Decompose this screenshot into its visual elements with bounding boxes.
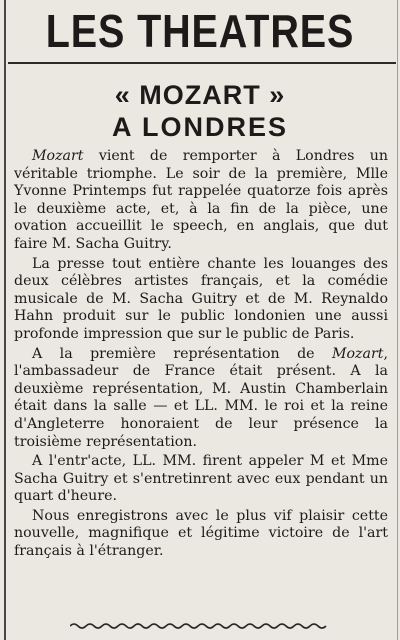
left-column-rule — [4, 0, 6, 640]
headline-line-1: « MOZART » — [114, 80, 286, 110]
article-paragraph-2 — [14, 256, 388, 344]
paragraph-text: vient de remporter à Londres un véritable triomphe. Le soir de la première, Mlle Yvonne Printemps fut rappelée quatorze fois après le deuxième acte, et, à la fin de la pièce, une ovation accueillit le speech, en anglais, que dut faire M. Sacha Guitry. — [14, 148, 388, 252]
article-body — [14, 148, 388, 563]
paragraph-text: , l'ambassadeur de France était présent. A la deuxième représentation, M. Austin Chamberlain était dans la salle — et LL. MM. le roi et la reine d'Angleterre honoraient de leur présence la troisième représentation. — [14, 345, 388, 450]
paragraph-text: La presse tout entière chante les louanges des deux célèbres artistes français, et la comédie musicale de M. Sacha Guitry et de M. Reynaldo Hahn produit sur le public londonien une aussi profonde impression que sur le public de Paris. — [14, 255, 388, 342]
paragraph-text: A la première représentation de — [32, 345, 332, 362]
work-title: Mozart — [32, 148, 84, 164]
article-paragraph-3 — [14, 346, 388, 452]
work-title: Mozart — [331, 345, 384, 362]
section-title-rule — [8, 62, 396, 64]
article-paragraph-1 — [14, 148, 388, 254]
wavy-divider — [70, 622, 328, 630]
article-paragraph-5 — [14, 508, 388, 561]
article-paragraph-4 — [14, 453, 388, 506]
right-column-rule — [397, 0, 398, 640]
headline-line-2: A LONDRES — [111, 112, 288, 142]
paragraph-text: A l'entr'acte, LL. MM. firent appeler M et Mme Sacha Guitry et s'entretinrent avec eux pendant un quart d'heure. — [14, 453, 388, 505]
paragraph-text: Nous enregistrons avec le plus vif plaisir cette nouvelle, magnifique et légitime victoire de l'art français à l'étranger. — [14, 507, 388, 560]
section-title: LES THEATRES — [45, 5, 355, 57]
